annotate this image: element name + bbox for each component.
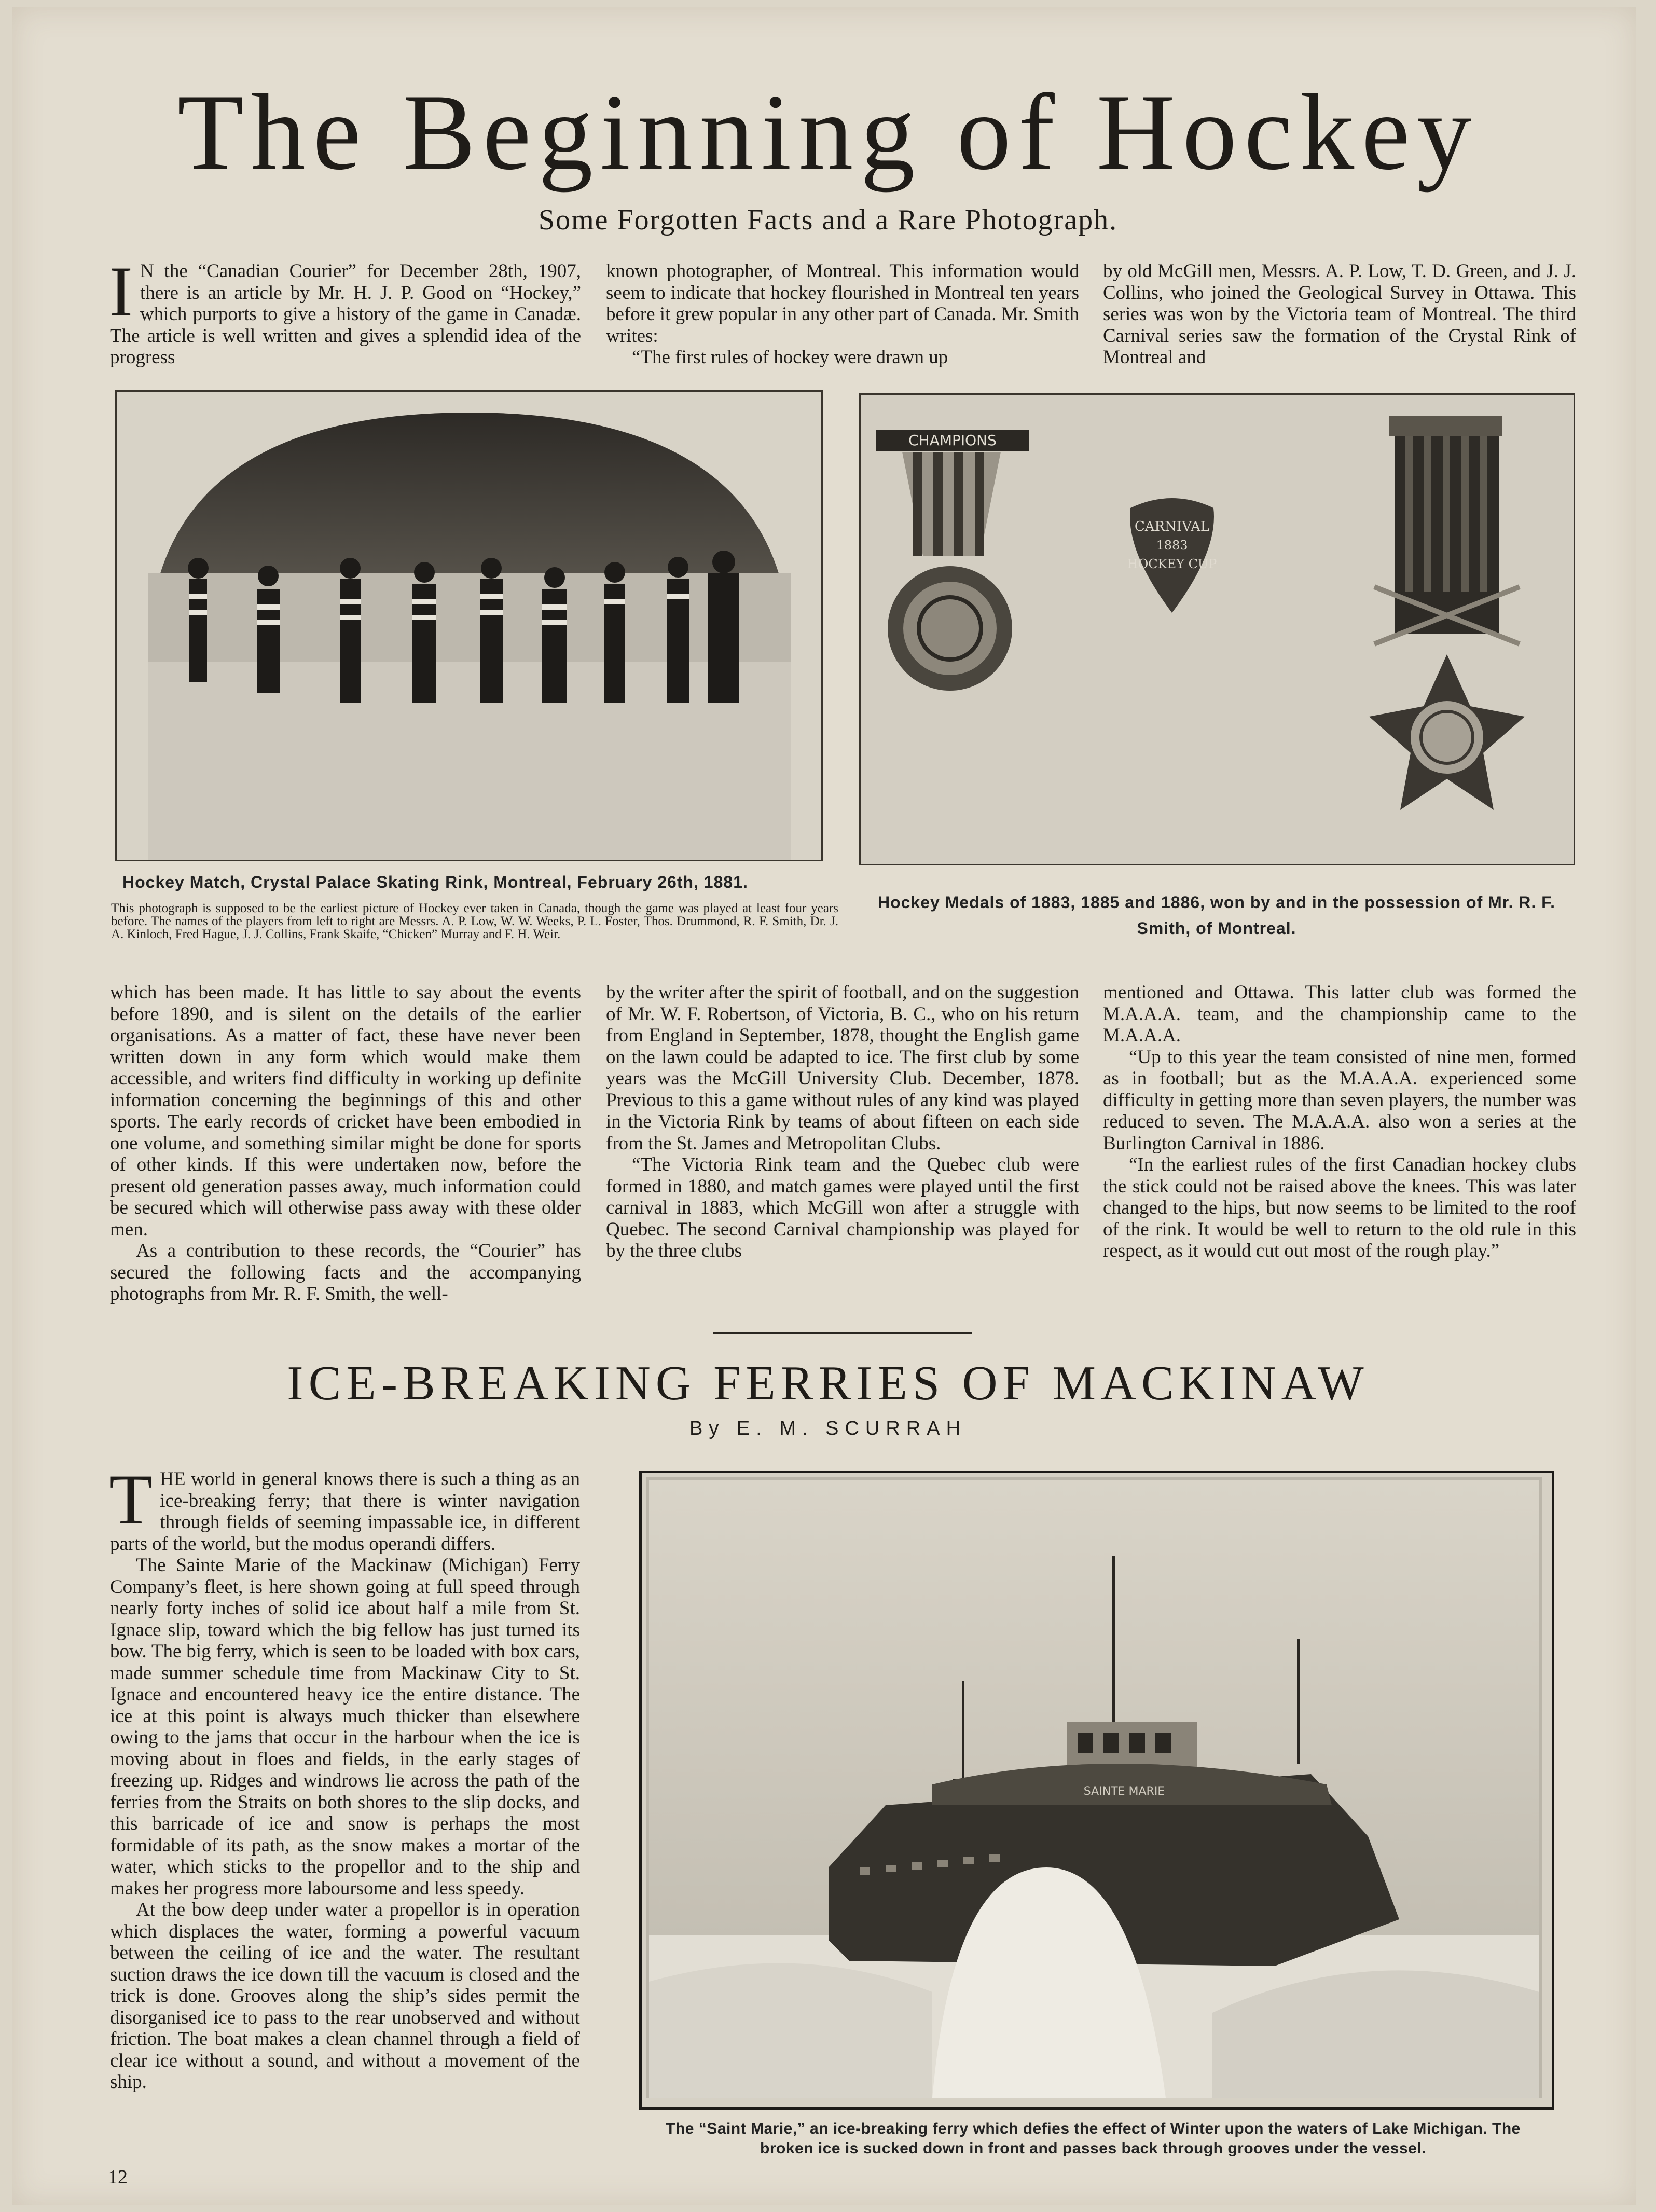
paragraph: “Up to this year the team consisted of nine men, formed as in football; but as the M.A.A.A. experienced some difficulty in getting more than seven players, the number was reduced to seven. The M.A.A.A. also won a series at the Burlington Carnival in 1886. <box>1103 1046 1576 1154</box>
drop-cap: I <box>109 252 133 331</box>
hockey-photo-note: This photograph is supposed to be the earliest picture of Hockey ever taken in Canada, though the game was played at least four years before. The names of the players from left to right are Messrs. A. P. Low, W. W. Weeks, P. L. Foster, Thos. Drummond, R. F. Smith, Dr. J. A. Kinloch, Fred Hague, J. J. Collins, Frank Skaife, “Chicken” Murray and F. H. Weir. <box>111 901 838 941</box>
bottom-column-3 <box>1103 982 1576 1262</box>
article2-title: ICE-BREAKING FERRIES OF MACKINAW <box>287 1356 1369 1410</box>
paragraph: which has been made. It has little to say about the events before 1890, and is silent on the details of the earlier organisations. As a matter of fact, these have never been written down in any form which would make them accessible, and writers find difficulty in working up definite information concerning the beginnings of this and other sports. The early records of cricket have been embodied in one volume, and something similar might be done for sports of other kinds. If this were undertaken now, before the present old generation passes away, much information could be secured which will otherwise pass away with these older men. <box>110 982 581 1240</box>
ship-nameboard: SAINTE MARIE <box>1083 1785 1165 1798</box>
article-subtitle: Some Forgotten Facts and a Rare Photograph. <box>538 204 1118 236</box>
paragraph: mentioned and Ottawa. This latter club was formed the M.A.A.A. team, and the championship came to the M.A.A.A. <box>1103 982 1576 1046</box>
shield-text-carnival: CARNIVAL <box>1134 519 1210 534</box>
medals-illustration <box>861 395 1574 864</box>
top-column-1-text: N the “Canadian Courier” for December 28th, 1907, there is an article by Mr. H. J. P. Good on “Hockey,” which purports to give a history of the game in Canadæ. The article is well written and gives a splendid idea of the progress <box>110 260 581 368</box>
paragraph: by old McGill men, Messrs. A. P. Low, T. D. Green, and J. J. Collins, who joined the Geological Survey in Ottawa. This series was won by the Victoria team of Montreal. The third Carnival series saw the formation of the Crystal Rink of Montreal and <box>1103 260 1576 368</box>
article2-byline: By E. M. SCURRAH <box>689 1418 967 1439</box>
paragraph: The Sainte Marie of the Mackinaw (Michigan) Ferry Company’s fleet, is here shown going at full speed through nearly forty inches of solid ice about half a mile from St. Ignace slip, toward which the big fellow has just turned its bow. The big ferry, which is seen to be loaded with box cars, made summer schedule time from Mackinaw City to St. Ignace and encountered heavy ice the entire distance. The ice at this point is always much thicker than elsewhere owing to the jams that occur in the harbour when the ice is moving about in floes and fields, in the early stages of freezing up. Ridges and windrows lie across the path of the ferries from the Straits on both shores to the slip docks, and this barricade of ice and snow is perhaps the most formidable of its path, as the snow makes a mortar of the water, which sticks to the propellor and to the ship and makes her progress more laboursome and less speedy. <box>110 1555 580 1899</box>
article-title: The Beginning of Hockey <box>177 72 1479 193</box>
hockey-medals-photo <box>859 393 1575 865</box>
hockey-photo-caption: Hockey Match, Crystal Palace Skating Rink, Montreal, February 26th, 1881. <box>122 873 748 891</box>
paragraph: known photographer, of Montreal. This information would seem to indicate that hockey flourished in Montreal ten years before it grew popular in any other part of Canada. Mr. Smith writes: <box>606 260 1079 347</box>
hockey-players-illustration <box>117 392 821 860</box>
page-number: 12 <box>108 2166 128 2188</box>
paragraph: “In the earliest rules of the first Canadian hockey clubs the stick could not be raised above the knees. This was later changed to the hips, but now seems to be limited to the roof of the rink. It would be well to return to the old rule in this respect, as it would cut out most of the rough play.” <box>1103 1154 1576 1261</box>
bottom-column-2 <box>606 982 1079 1262</box>
paragraph: As a contribution to these records, the “Courier” has secured the following facts and the accompanying photographs from Mr. R. F. Smith, the well- <box>110 1240 581 1304</box>
top-column-2 <box>606 260 1079 368</box>
paragraph: “The Victoria Rink team and the Quebec club were formed in 1880, and match games were played until the first carnival in 1883, which McGill won after a struggle with Quebec. The second Carnival championship was played for by the three clubs <box>606 1154 1079 1261</box>
paragraph: “The first rules of hockey were drawn up <box>632 347 948 368</box>
medal-ribbon-label: CHAMPIONS <box>908 432 997 449</box>
top-column-3 <box>1103 260 1576 368</box>
top-column-1 <box>109 252 581 368</box>
shield-text-cup: HOCKEY CUP <box>1127 557 1217 571</box>
hockey-match-photo <box>115 390 823 861</box>
bottom-column-1 <box>110 982 581 1305</box>
ice-breaking-ferry-illustration <box>642 1473 1547 2102</box>
paragraph: by the writer after the spirit of football, and on the suggestion of Mr. W. F. Robertson, of Victoria, B. C., who on his return from England in September, 1878, thought the English game on the lawn could be adapted to ice. The first club by some years was the McGill University Club. December, 1878. Previous to this a game without rules of any kind was played in the Victoria Rink by teams of about fifteen on each side from the St. James and Metropolitan Clubs. <box>606 982 1079 1154</box>
medals-photo-caption: Hockey Medals of 1883, 1885 and 1886, won by and in the possession of Mr. R. F. Smith, of Montreal. <box>877 893 1556 938</box>
paragraph: At the bow deep under water a propellor is in operation which displaces the water, forming a powerful vacuum between the ceiling of ice and the water. The resultant suction draws the ice down till the vacuum is closed and the trick is done. Grooves along the ship’s sides permit the disorganised ice to pass to the rear unobserved and without friction. The boat makes a clean channel through a field of clear ice without a sound, and without a movement of the ship. <box>110 1899 580 2093</box>
ribbon-stripes <box>902 452 1001 556</box>
paragraph: HE world in general knows there is such a thing as an ice-breaking ferry; that there is winter navigation through fields of seeming impassable ice, in different parts of the world, but the modus operandi differs. <box>110 1468 580 1555</box>
shield-text-year: 1883 <box>1156 538 1188 553</box>
article-divider <box>713 1332 972 1334</box>
drop-cap: T <box>109 1460 153 1539</box>
ferry-photo-caption: The “Saint Marie,” an ice-breaking ferry which defies the effect of Winter upon the waters of Lake Michigan. The broken ice is sucked down in front and passes back through grooves under the vessel. <box>666 2120 1521 2157</box>
article2-column <box>109 1460 580 2093</box>
ferry-photo <box>639 1471 1554 2110</box>
